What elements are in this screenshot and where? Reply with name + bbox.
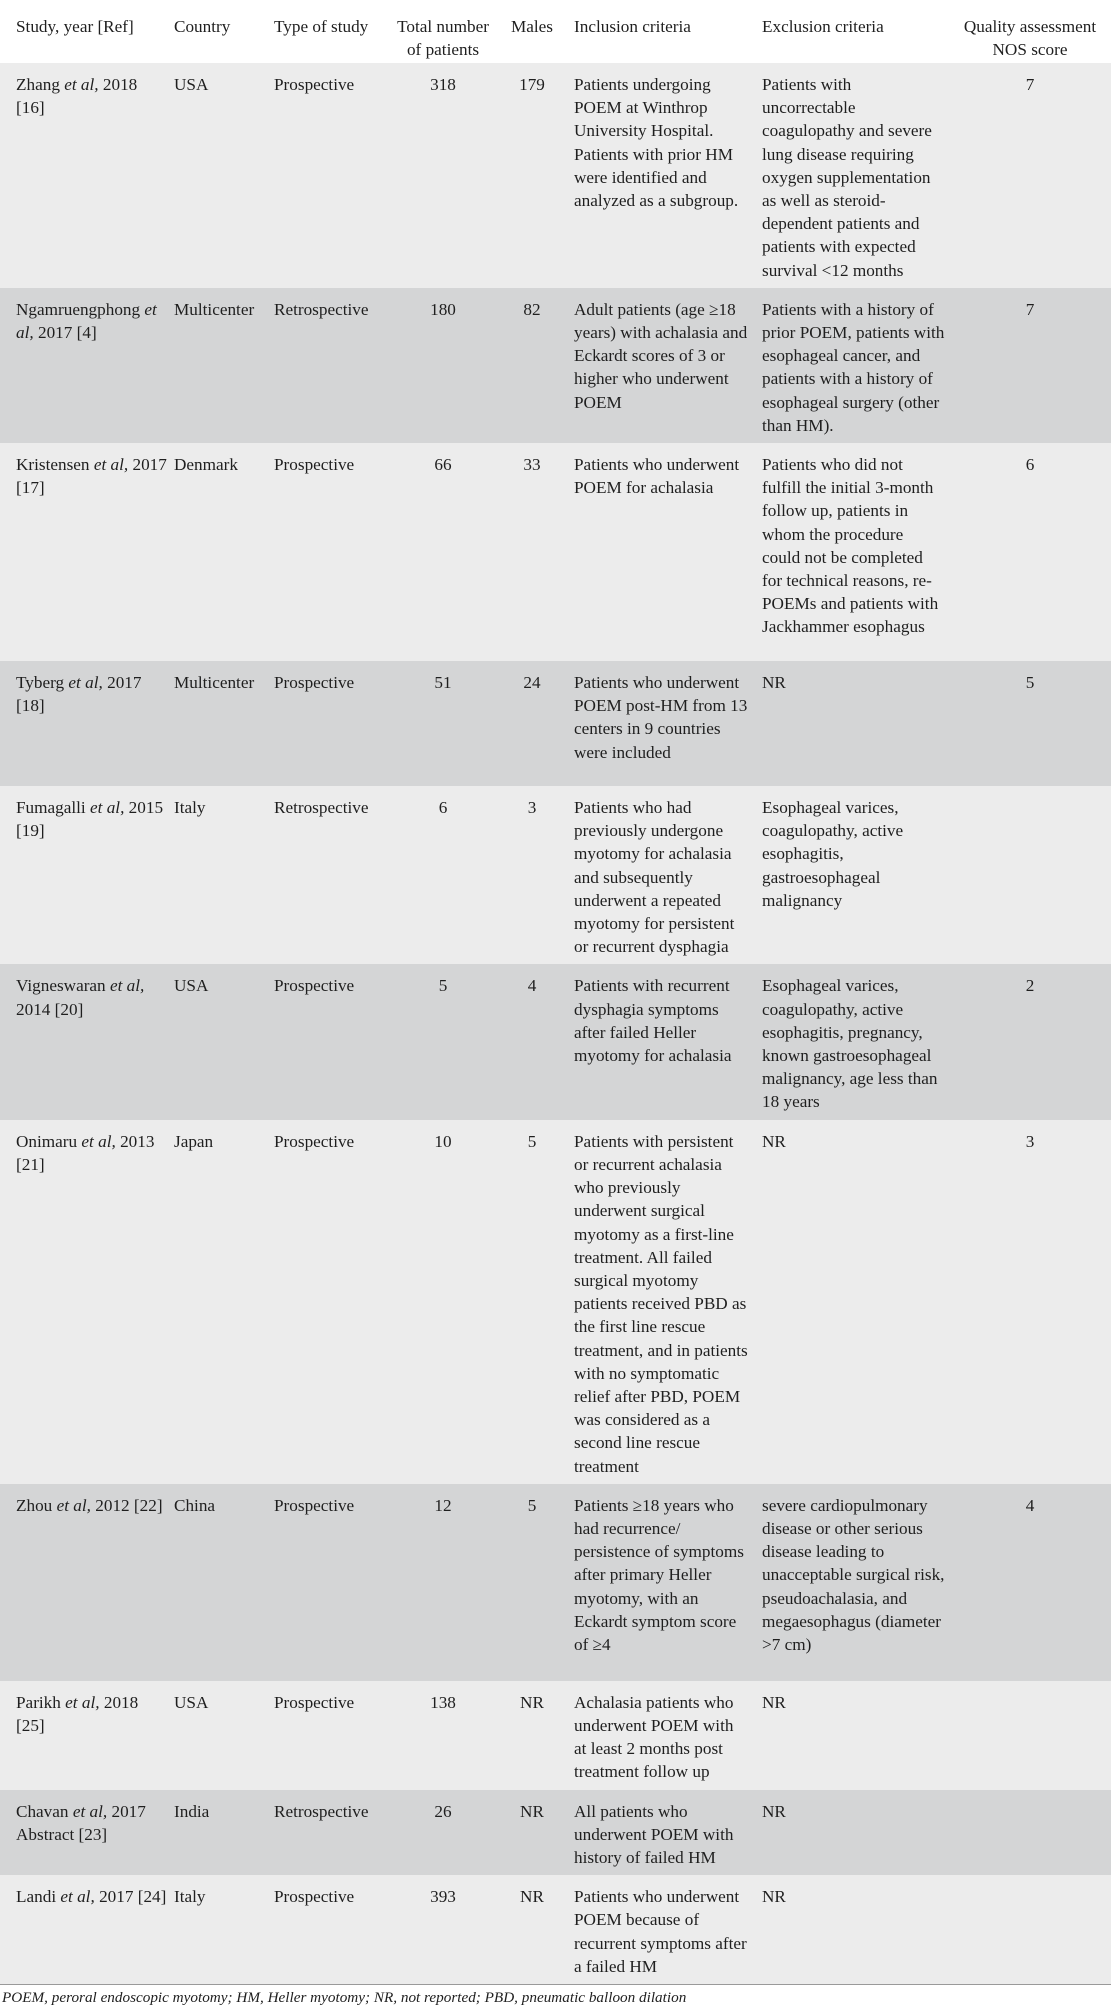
nos-score-cell: 7: [1025, 299, 1035, 319]
study-author: Tyberg: [16, 673, 65, 693]
inclusion-criteria-cell: Patients with persistent or recurrent achalasia who previously underwent surgical myotomy as a first-line treatment. All failed surgical myotomy patients received PBD as the first line rescue treatment, and in patients with no symptomatic relief after PBD, POEM was considered as a second line rescue treatment: [574, 1131, 748, 1476]
study-year-ref: 2017 [24]: [99, 1887, 167, 1907]
table-row: [0, 443, 1111, 661]
country-cell: Denmark: [174, 455, 238, 475]
exclusion-criteria-cell: Patients with a history of prior POEM, patients with esophageal cancer, and patients with a history of esophageal surgery (other than HM).: [762, 299, 945, 435]
total-patients-cell: 393: [430, 1887, 456, 1907]
exclusion-criteria-cell: NR: [762, 1692, 786, 1712]
study-etal: et al,: [16, 299, 157, 343]
males-cell: 5: [527, 1131, 537, 1151]
study-cell: [0, 63, 168, 288]
males-cell: 24: [523, 673, 541, 693]
study-year-ref: 2014 [20]: [16, 999, 84, 1019]
males-cell: NR: [520, 1801, 544, 1821]
total-patients-cell: 318: [430, 75, 456, 94]
males-cell: NR: [520, 1887, 544, 1907]
header-total: Total number of patients: [397, 17, 489, 60]
study-year-ref: 2017 [17]: [16, 455, 167, 498]
total-patients-cell: 51: [434, 673, 452, 693]
study-etal: et al,: [72, 1801, 108, 1821]
inclusion-criteria-cell: All patients who underwent POEM with history of failed HM: [574, 1801, 734, 1867]
study-etal: et al,: [90, 798, 125, 818]
total-patients-cell: 26: [434, 1801, 452, 1821]
header-males: Males: [510, 17, 553, 36]
type-cell: Retrospective: [274, 299, 369, 319]
study-year-ref: 2012 [22]: [95, 1495, 163, 1515]
table-row: [0, 786, 1111, 964]
males-cell: 5: [527, 1495, 537, 1515]
table-row: [0, 661, 1111, 786]
nos-score-cell: 5: [1025, 673, 1035, 693]
study-cell: [0, 786, 168, 964]
table-row: [0, 288, 1111, 443]
study-etal: et al,: [60, 1887, 95, 1907]
study-author: Onimaru: [16, 1131, 78, 1151]
country-cell: USA: [174, 1692, 209, 1712]
inclusion-criteria-cell: Patients who underwent POEM post-HM from 13 centers in 9 countries were included: [574, 673, 748, 762]
total-patients-cell: 6: [438, 798, 448, 818]
type-cell: Prospective: [274, 673, 355, 693]
study-cell: [0, 1484, 168, 1681]
table-header-row: [0, 0, 1111, 63]
country-cell: India: [174, 1801, 210, 1821]
study-etal: et al,: [64, 75, 99, 94]
study-author: Chavan: [16, 1801, 69, 1821]
study-author: Ngamruengphong: [16, 299, 141, 319]
inclusion-criteria-cell: Achalasia patients who underwent POEM with at least 2 months post treatment follow up: [574, 1692, 734, 1782]
exclusion-criteria-cell: NR: [762, 673, 786, 693]
inclusion-criteria-cell: Patients who underwent POEM because of recurrent symptoms after a failed HM: [574, 1887, 747, 1976]
nos-score-cell: [949, 1681, 1111, 1790]
nos-score-cell: 2: [1025, 976, 1035, 996]
total-patients-cell: 180: [430, 299, 456, 319]
nos-score-cell: 7: [1025, 75, 1035, 94]
type-cell: Retrospective: [274, 1801, 369, 1821]
study-cell: [0, 1790, 168, 1876]
country-cell: Italy: [174, 798, 206, 818]
table-footnote: POEM, peroral endoscopic myotomy; HM, Heller myotomy; NR, not reported; PBD, pneumatic balloon dilation: [0, 1984, 1111, 2008]
males-cell: NR: [520, 1692, 544, 1712]
study-author: Kristensen: [16, 455, 90, 475]
header-type: Type of study: [274, 17, 369, 36]
type-cell: Prospective: [274, 976, 355, 996]
total-patients-cell: 10: [434, 1131, 452, 1151]
inclusion-criteria-cell: Patients undergoing POEM at Winthrop University Hospital. Patients with prior HM were identified and analyzed as a subgroup.: [574, 75, 739, 211]
study-etal: et al,: [56, 1495, 91, 1515]
country-cell: Japan: [174, 1131, 214, 1151]
study-author: Fumagalli: [16, 798, 86, 818]
type-cell: Prospective: [274, 1131, 355, 1151]
study-author: Vigneswaran: [16, 976, 106, 996]
exclusion-criteria-cell: Esophageal varices, coagulopathy, active esophagitis, gastroesophageal malignancy: [762, 798, 904, 910]
study-year-ref: 2017 [18]: [16, 673, 142, 716]
total-patients-cell: 138: [430, 1692, 456, 1712]
study-etal: et al,: [68, 673, 103, 693]
total-patients-cell: 5: [438, 976, 448, 996]
study-author: Parikh: [16, 1692, 61, 1712]
country-cell: USA: [174, 976, 209, 996]
males-cell: 179: [519, 75, 545, 94]
inclusion-criteria-cell: Patients ≥18 years who had recurrence/ persistence of symptoms after primary Heller myotomy, with an Eckardt symptom score of ≥4: [574, 1495, 744, 1654]
header-nos: Quality assessment NOS score: [963, 17, 1097, 60]
header-inclusion: Inclusion criteria: [574, 17, 691, 36]
study-author: Zhang: [16, 75, 60, 94]
type-cell: Prospective: [274, 455, 355, 475]
study-etal: et al,: [109, 976, 145, 996]
study-author: Zhou: [16, 1495, 53, 1515]
exclusion-criteria-cell: severe cardiopulmonary disease or other serious disease leading to unacceptable surgical risk, pseudoachalasia, and megaesophagus (diameter >7 cm): [762, 1495, 945, 1654]
total-patients-cell: 66: [434, 455, 452, 475]
study-etal: et al,: [81, 1131, 116, 1151]
study-year-ref: 2018 [16]: [16, 75, 138, 118]
table-row: [0, 1790, 1111, 1876]
table-row: [0, 964, 1111, 1119]
header-country: Country: [174, 17, 231, 36]
nos-score-cell: [949, 786, 1111, 964]
country-cell: China: [174, 1495, 216, 1515]
table-row: [0, 63, 1111, 288]
study-cell: [0, 1120, 168, 1484]
exclusion-criteria-cell: NR: [762, 1131, 786, 1151]
study-etal: et al,: [93, 455, 129, 475]
type-cell: Retrospective: [274, 798, 369, 818]
table-row: [0, 1681, 1111, 1790]
table-row: [0, 1484, 1111, 1681]
study-etal: et al,: [65, 1692, 100, 1712]
inclusion-criteria-cell: Adult patients (age ≥18 years) with achalasia and Eckardt scores of 3 or higher who underwent POEM: [574, 299, 748, 412]
inclusion-criteria-cell: Patients who had previously undergone myotomy for achalasia and subsequently underwent a repeated myotomy for persistent or recurrent dysphagia: [574, 798, 735, 957]
males-cell: 33: [523, 455, 541, 475]
country-cell: USA: [174, 75, 209, 94]
males-cell: 82: [523, 299, 541, 319]
inclusion-criteria-cell: Patients with recurrent dysphagia symptoms after failed Heller myotomy for achalasia: [574, 976, 732, 1066]
study-year-ref: 2017 [4]: [37, 323, 97, 343]
exclusion-criteria-cell: Patients with uncorrectable coagulopathy and severe lung disease requiring oxygen supplementation as well as steroid-dependent patients and patients with expected survival <12 months: [762, 75, 932, 280]
country-cell: Multicenter: [174, 299, 255, 319]
study-cell: [0, 661, 168, 786]
type-cell: Prospective: [274, 1887, 355, 1907]
study-cell: [0, 288, 168, 443]
country-cell: Italy: [174, 1887, 206, 1907]
study-year-ref: 2015 [19]: [16, 798, 164, 841]
table-row: [0, 1120, 1111, 1484]
nos-score-cell: 3: [1025, 1131, 1035, 1151]
study-cell: [0, 443, 168, 661]
table-row: [0, 1875, 1111, 1984]
study-year-ref: 2018 [25]: [16, 1692, 139, 1735]
study-year-ref: 2013 [21]: [16, 1131, 155, 1174]
total-patients-cell: 12: [434, 1495, 452, 1515]
nos-score-cell: 6: [1025, 455, 1035, 475]
header-study: Study, year [Ref]: [16, 17, 134, 36]
exclusion-criteria-cell: Esophageal varices, coagulopathy, active esophagitis, pregnancy, known gastroesophageal malignancy, age less than 18 years: [762, 976, 938, 1112]
study-cell: [0, 1681, 168, 1790]
study-cell: [0, 964, 168, 1119]
type-cell: Prospective: [274, 1692, 355, 1712]
table-body: [0, 63, 1111, 1984]
nos-score-cell: 4: [1025, 1495, 1035, 1515]
study-cell: [0, 1875, 168, 1984]
males-cell: 4: [527, 976, 537, 996]
header-exclusion: Exclusion criteria: [762, 17, 884, 36]
exclusion-criteria-cell: NR: [762, 1801, 786, 1821]
nos-score-cell: [949, 1875, 1111, 1984]
study-author: Landi: [16, 1887, 57, 1907]
type-cell: Prospective: [274, 75, 355, 94]
country-cell: Multicenter: [174, 673, 255, 693]
type-cell: Prospective: [274, 1495, 355, 1515]
study-year-ref: 2017 Abstract [23]: [16, 1801, 146, 1844]
males-cell: 3: [527, 798, 537, 818]
nos-score-cell: [949, 1790, 1111, 1876]
exclusion-criteria-cell: NR: [762, 1887, 786, 1907]
inclusion-criteria-cell: Patients who underwent POEM for achalasia: [574, 455, 740, 498]
exclusion-criteria-cell: Patients who did not fulfill the initial 3-month follow up, patients in whom the procedure could not be completed for technical reasons, re-POEMs and patients with Jackhammer esophagus: [762, 455, 939, 637]
